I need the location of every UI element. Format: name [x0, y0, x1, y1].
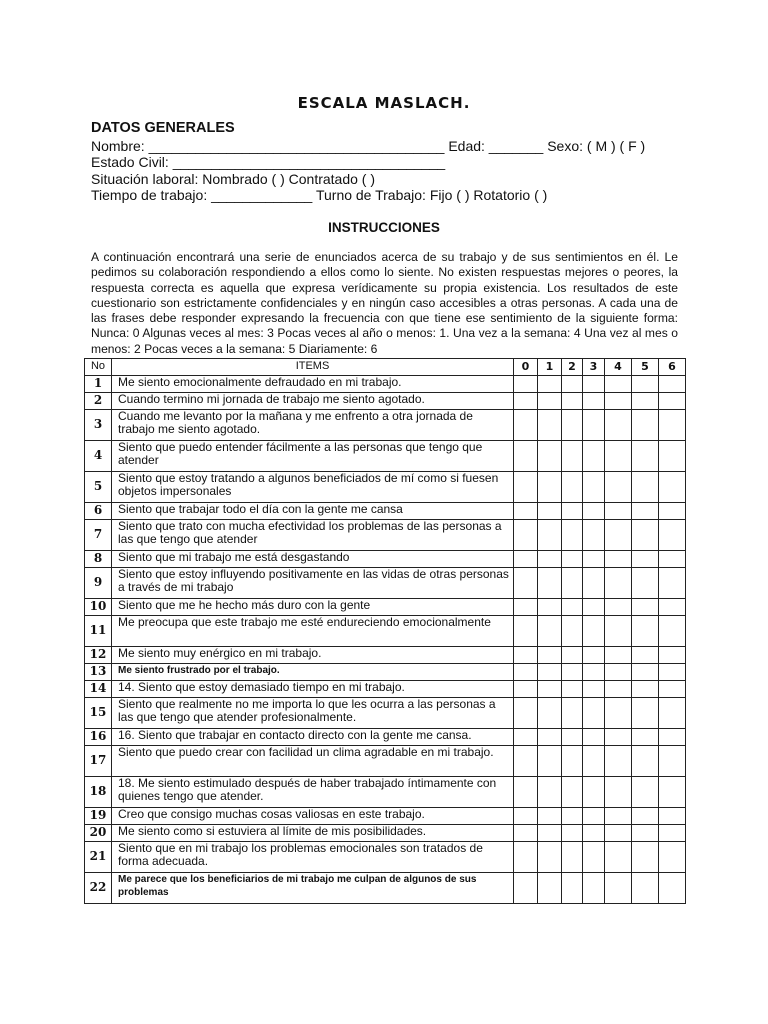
answer-cell-3[interactable] [583, 503, 605, 520]
answer-cell-1[interactable] [538, 520, 562, 551]
answer-cell-1[interactable] [538, 825, 562, 842]
answer-cell-4[interactable] [605, 551, 632, 568]
answer-cell-6[interactable] [659, 520, 686, 551]
answer-cell-2[interactable] [562, 568, 583, 599]
table-row [85, 647, 686, 664]
general-data-section [91, 120, 645, 204]
item-text: Siento que estoy tratando a algunos beneficiados de mí como si fuesen objetos impersonales [112, 472, 514, 503]
answer-cell-6[interactable] [659, 825, 686, 842]
row-number: 14 [85, 681, 112, 698]
answer-cell-3[interactable] [583, 825, 605, 842]
item-text: Me siento frustrado por el trabajo. [112, 664, 514, 681]
answer-cell-2[interactable] [562, 616, 583, 647]
answer-cell-6[interactable] [659, 568, 686, 599]
answer-cell-2[interactable] [562, 599, 583, 616]
row-number: 7 [85, 520, 112, 551]
table-row [85, 599, 686, 616]
answer-cell-4[interactable] [605, 441, 632, 472]
answer-cell-1[interactable] [538, 777, 562, 808]
answer-cell-0[interactable] [514, 410, 538, 441]
answer-cell-5[interactable] [632, 698, 659, 729]
answer-cell-2[interactable] [562, 376, 583, 393]
answer-cell-3[interactable] [583, 568, 605, 599]
answer-cell-3[interactable] [583, 472, 605, 503]
answer-cell-2[interactable] [562, 410, 583, 441]
civil-status-line: Estado Civil: ___________________________________ [91, 154, 446, 170]
answer-cell-3[interactable] [583, 746, 605, 777]
item-text: Siento que trato con mucha efectividad los problemas de las personas a las que tengo que atender [112, 520, 514, 551]
item-text: 14. Siento que estoy demasiado tiempo en mi trabajo. [112, 681, 514, 698]
answer-cell-4[interactable] [605, 520, 632, 551]
item-text: Siento que me he hecho más duro con la gente [112, 599, 514, 616]
answer-cell-6[interactable] [659, 647, 686, 664]
answer-cell-1[interactable] [538, 599, 562, 616]
answer-cell-0[interactable] [514, 647, 538, 664]
answer-cell-4[interactable] [605, 393, 632, 410]
answer-cell-6[interactable] [659, 842, 686, 873]
answer-cell-4[interactable] [605, 777, 632, 808]
answer-cell-0[interactable] [514, 616, 538, 647]
answer-cell-3[interactable] [583, 551, 605, 568]
answer-cell-6[interactable] [659, 503, 686, 520]
answer-cell-2[interactable] [562, 551, 583, 568]
answer-cell-6[interactable] [659, 472, 686, 503]
answer-cell-2[interactable] [562, 393, 583, 410]
row-number: 22 [85, 873, 112, 904]
item-text: Siento que trabajar todo el día con la gente me cansa [112, 503, 514, 520]
answer-cell-5[interactable] [632, 664, 659, 681]
answer-cell-5[interactable] [632, 681, 659, 698]
row-number: 9 [85, 568, 112, 599]
answer-cell-2[interactable] [562, 647, 583, 664]
answer-cell-4[interactable] [605, 568, 632, 599]
answer-cell-5[interactable] [632, 746, 659, 777]
table-row [85, 808, 686, 825]
table-row [85, 472, 686, 503]
answer-cell-6[interactable] [659, 664, 686, 681]
answer-cell-1[interactable] [538, 808, 562, 825]
table-header-row [85, 359, 686, 376]
row-number: 17 [85, 746, 112, 777]
answer-cell-1[interactable] [538, 647, 562, 664]
answer-cell-5[interactable] [632, 777, 659, 808]
answer-cell-2[interactable] [562, 729, 583, 746]
answer-cell-4[interactable] [605, 599, 632, 616]
answer-cell-5[interactable] [632, 825, 659, 842]
answer-cell-5[interactable] [632, 520, 659, 551]
answer-cell-0[interactable] [514, 664, 538, 681]
answer-cell-0[interactable] [514, 441, 538, 472]
row-number: 8 [85, 551, 112, 568]
row-number: 20 [85, 825, 112, 842]
header-items: ITEMS [112, 359, 514, 376]
table-row [85, 520, 686, 551]
table-body [85, 376, 686, 904]
answer-cell-1[interactable] [538, 746, 562, 777]
items-table [84, 358, 686, 904]
answer-cell-6[interactable] [659, 873, 686, 904]
answer-cell-0[interactable] [514, 808, 538, 825]
row-number: 5 [85, 472, 112, 503]
answer-cell-3[interactable] [583, 808, 605, 825]
table-row [85, 681, 686, 698]
name-age-sex-line: Nombre: ______________________________________ Edad: _______ Sexo: ( M ) ( F ) [91, 137, 646, 154]
answer-cell-1[interactable] [538, 698, 562, 729]
answer-cell-4[interactable] [605, 664, 632, 681]
answer-cell-0[interactable] [514, 698, 538, 729]
answer-cell-2[interactable] [562, 808, 583, 825]
answer-cell-2[interactable] [562, 520, 583, 551]
answer-cell-5[interactable] [632, 842, 659, 873]
answer-cell-3[interactable] [583, 664, 605, 681]
table-row [85, 825, 686, 842]
answer-cell-6[interactable] [659, 777, 686, 808]
answer-cell-6[interactable] [659, 410, 686, 441]
answer-cell-5[interactable] [632, 393, 659, 410]
answer-cell-0[interactable] [514, 825, 538, 842]
item-text: 18. Me siento estimulado después de haber trabajado íntimamente con quienes tengo que atender. [112, 777, 514, 808]
answer-cell-5[interactable] [632, 503, 659, 520]
answer-cell-6[interactable] [659, 441, 686, 472]
table-row [85, 503, 686, 520]
table-row [85, 729, 686, 746]
answer-cell-3[interactable] [583, 393, 605, 410]
item-text: Cuando me levanto por la mañana y me enfrento a otra jornada de trabajo me siento agotado. [112, 410, 514, 441]
answer-cell-0[interactable] [514, 551, 538, 568]
answer-cell-0[interactable] [514, 472, 538, 503]
answer-cell-1[interactable] [538, 441, 562, 472]
answer-cell-4[interactable] [605, 410, 632, 441]
answer-cell-3[interactable] [583, 729, 605, 746]
answer-cell-1[interactable] [538, 568, 562, 599]
row-number: 3 [85, 410, 112, 441]
answer-cell-3[interactable] [583, 520, 605, 551]
header-scale-1: 1 [538, 359, 562, 376]
item-text: Me parece que los beneficiarios de mi trabajo me culpan de algunos de sus problemas [112, 873, 514, 904]
table-row [85, 568, 686, 599]
answer-cell-1[interactable] [538, 410, 562, 441]
answer-cell-4[interactable] [605, 729, 632, 746]
row-number: 15 [85, 698, 112, 729]
work-time-shift-line: Tiempo de trabajo: _____________ Turno de Trabajo: Fijo ( ) Rotatorio ( ) [91, 187, 548, 203]
table-row [85, 551, 686, 568]
answer-cell-5[interactable] [632, 647, 659, 664]
answer-cell-3[interactable] [583, 410, 605, 441]
answer-cell-6[interactable] [659, 551, 686, 568]
table-row [85, 376, 686, 393]
answer-cell-6[interactable] [659, 746, 686, 777]
answer-cell-5[interactable] [632, 410, 659, 441]
answer-cell-1[interactable] [538, 393, 562, 410]
item-text: Siento que puedo crear con facilidad un clima agradable en mi trabajo. [112, 746, 514, 777]
answer-cell-1[interactable] [538, 681, 562, 698]
answer-cell-4[interactable] [605, 842, 632, 873]
item-text: Me preocupa que este trabajo me esté endureciendo emocionalmente [112, 616, 514, 647]
answer-cell-2[interactable] [562, 664, 583, 681]
item-text: Siento que mi trabajo me está desgastando [112, 551, 514, 568]
item-text: Siento que en mi trabajo los problemas emocionales son tratados de forma adecuada. [112, 842, 514, 873]
answer-cell-3[interactable] [583, 698, 605, 729]
item-text: Me siento emocionalmente defraudado en mi trabajo. [112, 376, 514, 393]
row-number: 21 [85, 842, 112, 873]
instructions-heading: INSTRUCCIONES [328, 220, 440, 235]
answer-cell-4[interactable] [605, 503, 632, 520]
row-number: 16 [85, 729, 112, 746]
answer-cell-6[interactable] [659, 376, 686, 393]
work-situation-line: Situación laboral: Nombrado ( ) Contratado ( ) [91, 170, 376, 187]
answer-cell-2[interactable] [562, 681, 583, 698]
answer-cell-0[interactable] [514, 393, 538, 410]
answer-cell-5[interactable] [632, 472, 659, 503]
answer-cell-4[interactable] [605, 647, 632, 664]
answer-cell-6[interactable] [659, 729, 686, 746]
answer-cell-4[interactable] [605, 616, 632, 647]
row-number: 12 [85, 647, 112, 664]
table-row [85, 664, 686, 681]
answer-cell-4[interactable] [605, 808, 632, 825]
instructions-text: A continuación encontrará una serie de enunciados acerca de su trabajo y de sus sentimientos en él. Le pedimos su colaboración respondiendo a ellos como lo siente. No existen respuestas mejores o peores, la respuesta correcta es aquella que expresa verídicamente su propia existencia. Los resultados de este cuestionario son estrictamente confidenciales y en ningún caso accesibles a otras personas. A cada una de las frases debe responder expresando la frecuencia con que tiene ese sentimiento de la siguiente forma: Nunca: 0 Algunas veces al mes: 3 Pocas veces al año o menos: 1. Una vez a la semana: 4 Una vez al mes o menos: 2 Pocas veces a la semana: 5 Diariamente: 6 [91, 250, 678, 356]
answer-cell-1[interactable] [538, 616, 562, 647]
answer-cell-2[interactable] [562, 698, 583, 729]
table-row [85, 616, 686, 647]
table-row [85, 441, 686, 472]
table-row [85, 698, 686, 729]
answer-cell-6[interactable] [659, 681, 686, 698]
answer-cell-2[interactable] [562, 746, 583, 777]
answer-cell-0[interactable] [514, 777, 538, 808]
answer-cell-4[interactable] [605, 746, 632, 777]
answer-cell-4[interactable] [605, 825, 632, 842]
row-number: 10 [85, 599, 112, 616]
answer-cell-5[interactable] [632, 551, 659, 568]
answer-cell-0[interactable] [514, 681, 538, 698]
answer-cell-3[interactable] [583, 376, 605, 393]
answer-cell-2[interactable] [562, 873, 583, 904]
header-scale-6: 6 [659, 359, 686, 376]
answer-cell-5[interactable] [632, 729, 659, 746]
answer-cell-3[interactable] [583, 681, 605, 698]
answer-cell-5[interactable] [632, 873, 659, 904]
answer-cell-5[interactable] [632, 599, 659, 616]
answer-cell-5[interactable] [632, 568, 659, 599]
answer-cell-0[interactable] [514, 873, 538, 904]
answer-cell-4[interactable] [605, 376, 632, 393]
table-row [85, 393, 686, 410]
table-row [85, 410, 686, 441]
row-number: 13 [85, 664, 112, 681]
answer-cell-1[interactable] [538, 664, 562, 681]
answer-cell-0[interactable] [514, 599, 538, 616]
answer-cell-6[interactable] [659, 599, 686, 616]
answer-cell-3[interactable] [583, 647, 605, 664]
answer-cell-1[interactable] [538, 551, 562, 568]
answer-cell-4[interactable] [605, 873, 632, 904]
row-number: 6 [85, 503, 112, 520]
header-scale-5: 5 [632, 359, 659, 376]
answer-cell-1[interactable] [538, 503, 562, 520]
header-scale-0: 0 [514, 359, 538, 376]
answer-cell-3[interactable] [583, 777, 605, 808]
answer-cell-5[interactable] [632, 441, 659, 472]
table-row [85, 873, 686, 904]
answer-cell-2[interactable] [562, 472, 583, 503]
answer-cell-4[interactable] [605, 681, 632, 698]
answer-cell-0[interactable] [514, 746, 538, 777]
item-text: Me siento muy enérgico en mi trabajo. [112, 647, 514, 664]
answer-cell-5[interactable] [632, 376, 659, 393]
answer-cell-1[interactable] [538, 873, 562, 904]
row-number: 19 [85, 808, 112, 825]
table-row [85, 842, 686, 873]
answer-cell-3[interactable] [583, 873, 605, 904]
answer-cell-6[interactable] [659, 393, 686, 410]
answer-cell-6[interactable] [659, 616, 686, 647]
item-text: Me siento como si estuviera al límite de mis posibilidades. [112, 825, 514, 842]
table-row [85, 746, 686, 777]
answer-cell-5[interactable] [632, 808, 659, 825]
item-text: Siento que puedo entender fácilmente a las personas que tengo que atender [112, 441, 514, 472]
table-row [85, 777, 686, 808]
answer-cell-3[interactable] [583, 842, 605, 873]
answer-cell-0[interactable] [514, 842, 538, 873]
item-text: Creo que consigo muchas cosas valiosas en este trabajo. [112, 808, 514, 825]
item-text: 16. Siento que trabajar en contacto directo con la gente me cansa. [112, 729, 514, 746]
answer-cell-2[interactable] [562, 503, 583, 520]
answer-cell-1[interactable] [538, 376, 562, 393]
answer-cell-3[interactable] [583, 616, 605, 647]
item-text: Cuando termino mi jornada de trabajo me siento agotado. [112, 393, 514, 410]
answer-cell-3[interactable] [583, 441, 605, 472]
answer-cell-1[interactable] [538, 472, 562, 503]
document-title: ESCALA MASLACH. [297, 94, 471, 112]
answer-cell-0[interactable] [514, 568, 538, 599]
item-text: Siento que realmente no me importa lo que les ocurra a las personas a las que tengo que atender profesionalmente. [112, 698, 514, 729]
answer-cell-2[interactable] [562, 777, 583, 808]
answer-cell-6[interactable] [659, 698, 686, 729]
answer-cell-5[interactable] [632, 616, 659, 647]
answer-cell-1[interactable] [538, 842, 562, 873]
header-scale-2: 2 [562, 359, 583, 376]
row-number: 18 [85, 777, 112, 808]
answer-cell-0[interactable] [514, 729, 538, 746]
row-number: 4 [85, 441, 112, 472]
answer-cell-4[interactable] [605, 472, 632, 503]
header-no: No [85, 359, 112, 376]
answer-cell-2[interactable] [562, 825, 583, 842]
answer-cell-2[interactable] [562, 842, 583, 873]
answer-cell-4[interactable] [605, 698, 632, 729]
row-number: 11 [85, 616, 112, 647]
item-text: Siento que estoy influyendo positivamente en las vidas de otras personas a través de mi trabajo [112, 568, 514, 599]
answer-cell-2[interactable] [562, 441, 583, 472]
answer-cell-3[interactable] [583, 599, 605, 616]
general-data-heading: DATOS GENERALES [91, 120, 235, 136]
row-number: 1 [85, 376, 112, 393]
answer-cell-6[interactable] [659, 808, 686, 825]
row-number: 2 [85, 393, 112, 410]
answer-cell-0[interactable] [514, 520, 538, 551]
answer-cell-0[interactable] [514, 376, 538, 393]
header-scale-4: 4 [605, 359, 632, 376]
answer-cell-0[interactable] [514, 503, 538, 520]
answer-cell-1[interactable] [538, 729, 562, 746]
header-scale-3: 3 [583, 359, 605, 376]
